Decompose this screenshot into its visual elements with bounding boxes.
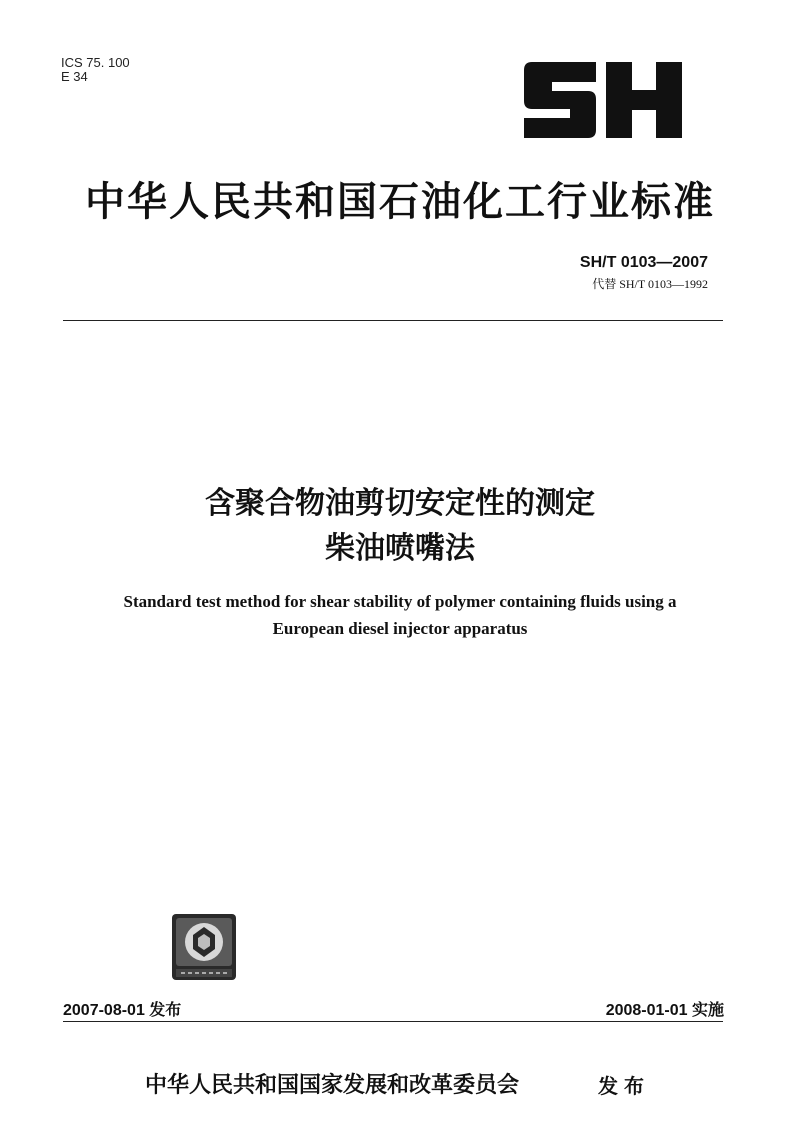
publisher-seal-icon (171, 913, 237, 981)
header-title: 中华人民共和国石油化工行业标准 (85, 179, 715, 225)
ics-code: ICS 75. 100 (61, 55, 130, 70)
implementation-date: 2008-01-01 实施 (605, 1002, 724, 1019)
standard-replaces: 代替 SH/T 0103—1992 (592, 277, 708, 291)
chinese-title-line-1: 含聚合物油剪切安定性的测定 (205, 486, 595, 521)
issuing-authority: 中华人民共和国国家发展和改革委员会 (145, 1073, 520, 1098)
ccs-code: E 34 (61, 69, 88, 84)
bottom-divider (63, 1021, 723, 1022)
issue-date: 2007-08-01 发布 (63, 1002, 182, 1019)
classification-codes (61, 56, 130, 84)
issuing-action: 发布 (598, 1074, 650, 1098)
chinese-title-line-2: 柴油喷嘴法 (325, 531, 475, 566)
sh-logo (522, 60, 684, 140)
standard-number: SH/T 0103—2007 (579, 254, 708, 271)
english-title-line-1: Standard test method for shear stability of polymer containing fluids using a (123, 592, 677, 611)
english-title-line-2: European diesel injector apparatus (272, 619, 528, 638)
top-divider (63, 320, 723, 321)
